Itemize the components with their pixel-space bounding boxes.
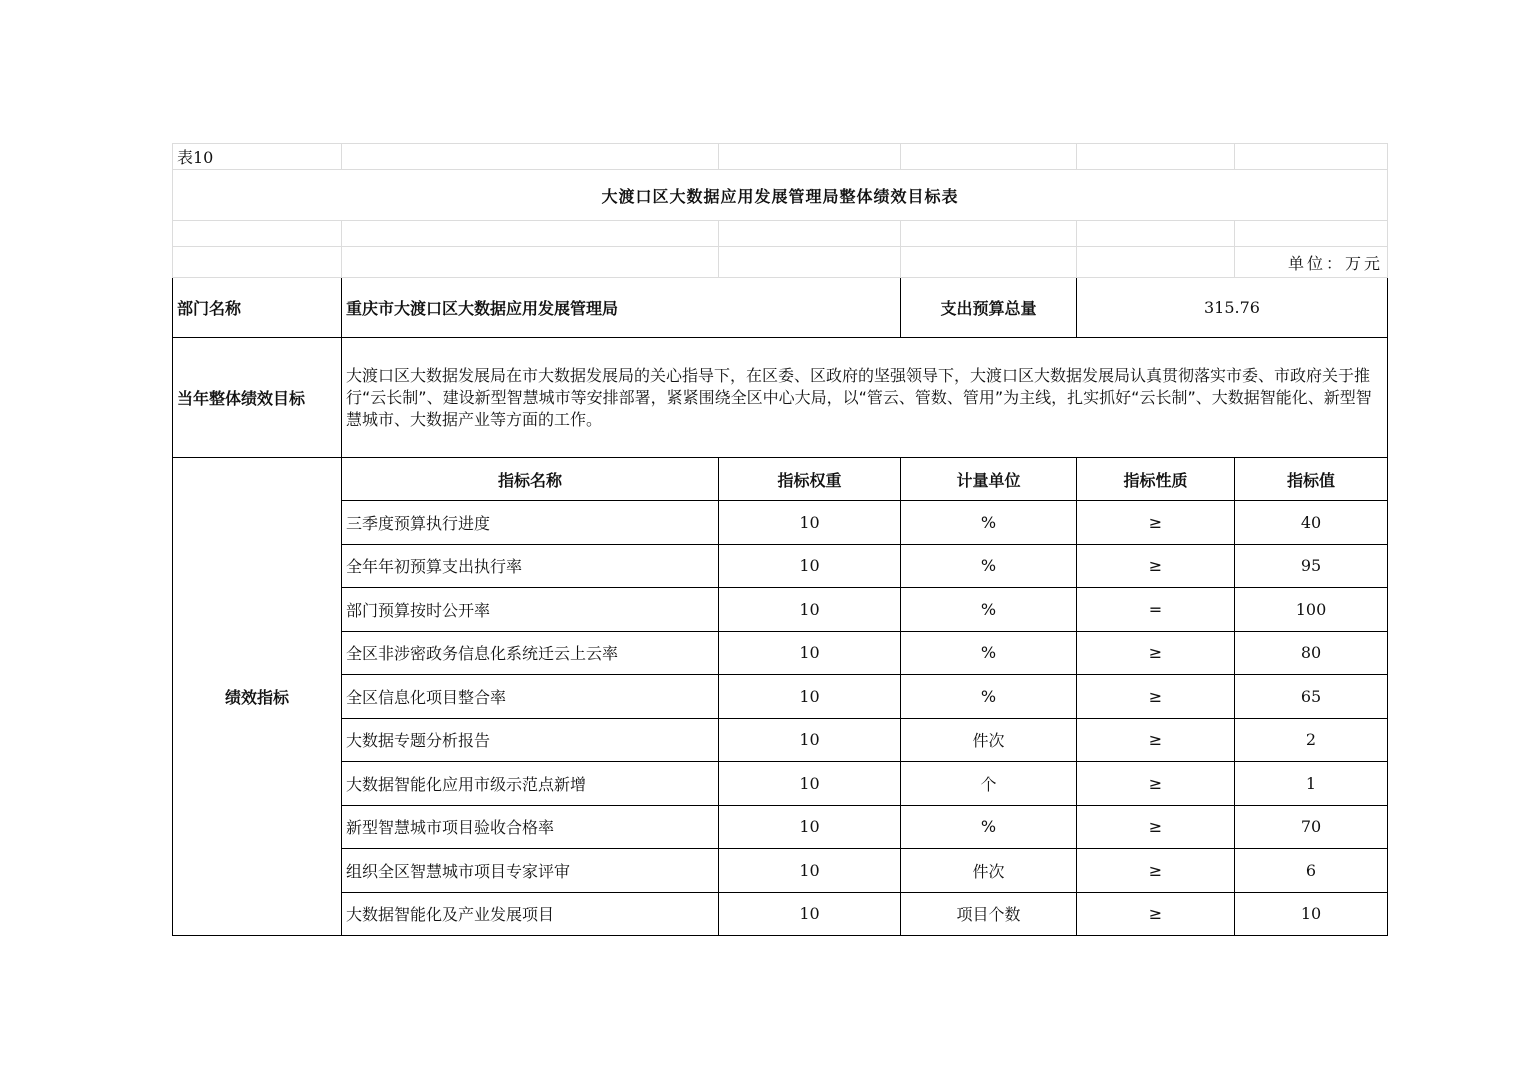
- indicator-unit: 项目个数: [901, 892, 1077, 936]
- page-title: 大渡口区大数据应用发展管理局整体绩效目标表: [173, 170, 1388, 221]
- indicator-nature: =: [1077, 588, 1235, 632]
- indicator-name: 全区非涉密政务信息化系统迁云上云率: [342, 631, 719, 675]
- indicator-weight: 10: [719, 588, 901, 632]
- indicator-unit: %: [901, 501, 1077, 545]
- indicator-name: 三季度预算执行进度: [342, 501, 719, 545]
- indicator-unit: 件次: [901, 849, 1077, 893]
- indicator-unit: %: [901, 675, 1077, 719]
- indicator-weight: 10: [719, 544, 901, 588]
- table-row: [173, 805, 1388, 849]
- indicator-weight: 10: [719, 849, 901, 893]
- indicator-name: 全区信息化项目整合率: [342, 675, 719, 719]
- table-number: 表10: [173, 144, 342, 170]
- unit-note: 单位：万元: [1235, 247, 1388, 278]
- header-nature: 指标性质: [1077, 458, 1235, 501]
- indicator-unit: %: [901, 805, 1077, 849]
- header-weight: 指标权重: [719, 458, 901, 501]
- indicator-value: 6: [1235, 849, 1388, 893]
- indicator-nature: ≥: [1077, 892, 1235, 936]
- indicator-weight: 10: [719, 718, 901, 762]
- annual-goal-label: 当年整体绩效目标: [173, 338, 342, 458]
- indicator-weight: 10: [719, 501, 901, 545]
- table-row: [173, 849, 1388, 893]
- dept-name-value: 重庆市大渡口区大数据应用发展管理局: [342, 278, 901, 338]
- indicator-unit: %: [901, 544, 1077, 588]
- table-row: [173, 588, 1388, 632]
- indicator-name: 大数据专题分析报告: [342, 718, 719, 762]
- indicator-nature: ≥: [1077, 631, 1235, 675]
- indicator-nature: ≥: [1077, 762, 1235, 806]
- table-row: [173, 718, 1388, 762]
- table-row: [173, 892, 1388, 936]
- indicator-unit: 件次: [901, 718, 1077, 762]
- indicator-name: 大数据智能化应用市级示范点新增: [342, 762, 719, 806]
- indicator-weight: 10: [719, 675, 901, 719]
- indicator-name: 新型智慧城市项目验收合格率: [342, 805, 719, 849]
- budget-total-label: 支出预算总量: [901, 278, 1077, 338]
- indicator-nature: ≥: [1077, 675, 1235, 719]
- indicator-unit: %: [901, 631, 1077, 675]
- indicator-nature: ≥: [1077, 718, 1235, 762]
- indicator-weight: 10: [719, 892, 901, 936]
- indicator-value: 40: [1235, 501, 1388, 545]
- table-row: [173, 501, 1388, 545]
- table-row: [173, 631, 1388, 675]
- indicator-value: 80: [1235, 631, 1388, 675]
- indicator-nature: ≥: [1077, 849, 1235, 893]
- indicator-nature: ≥: [1077, 544, 1235, 588]
- indicator-value: 100: [1235, 588, 1388, 632]
- table-row: [173, 675, 1388, 719]
- indicator-name: 全年年初预算支出执行率: [342, 544, 719, 588]
- indicator-weight: 10: [719, 805, 901, 849]
- table-row: [173, 544, 1388, 588]
- indicator-name: 部门预算按时公开率: [342, 588, 719, 632]
- indicator-name: 组织全区智慧城市项目专家评审: [342, 849, 719, 893]
- indicator-value: 1: [1235, 762, 1388, 806]
- indicator-value: 95: [1235, 544, 1388, 588]
- indicator-value: 70: [1235, 805, 1388, 849]
- indicator-nature: ≥: [1077, 805, 1235, 849]
- indicators-section-label: 绩效指标: [173, 458, 342, 936]
- dept-name-label: 部门名称: [173, 278, 342, 338]
- indicator-weight: 10: [719, 762, 901, 806]
- budget-total-value: 315.76: [1077, 278, 1388, 338]
- indicator-nature: ≥: [1077, 501, 1235, 545]
- annual-goal-text: 大渡口区大数据发展局在市大数据发展局的关心指导下，在区委、区政府的坚强领导下，大渡口区大数据发展局认真贯彻落实市委、市政府关于推行“云长制”、建设新型智慧城市等安排部署，紧紧围绕全区中心大局，以“管云、管数、管用”为主线，扎实抓好“云长制”、大数据智能化、新型智慧城市、大数据产业等方面的工作。: [342, 338, 1388, 458]
- indicator-unit: %: [901, 588, 1077, 632]
- indicator-value: 2: [1235, 718, 1388, 762]
- header-value: 指标值: [1235, 458, 1388, 501]
- indicator-value: 10: [1235, 892, 1388, 936]
- table-row: [173, 762, 1388, 806]
- header-indicator-name: 指标名称: [342, 458, 719, 501]
- performance-target-table: [172, 143, 1388, 936]
- indicator-weight: 10: [719, 631, 901, 675]
- indicator-unit: 个: [901, 762, 1077, 806]
- indicator-name: 大数据智能化及产业发展项目: [342, 892, 719, 936]
- header-unit: 计量单位: [901, 458, 1077, 501]
- indicator-value: 65: [1235, 675, 1388, 719]
